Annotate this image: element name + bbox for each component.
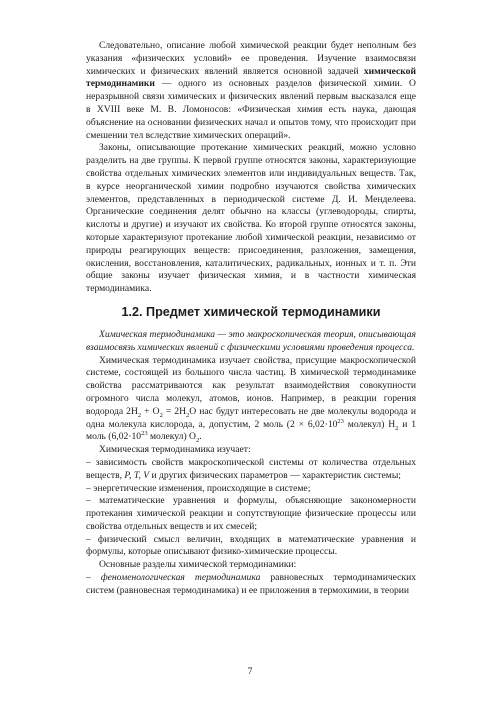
text-run: и других физических параметров — характеристик системы; — [149, 469, 401, 481]
list-item: – физический смысл величин, входящих в математические уравнения и формулы, которые описывают физико-химические процессы. — [86, 533, 416, 558]
text-run: O нас будут интересовать не две молекулы водорода и одна молекула кислорода, а, допустим, 2 моль (2 × 6,02·10 — [86, 405, 416, 430]
section-heading: 1.2. Предмет химической термодинамики — [121, 304, 381, 319]
subscript: 2 — [137, 411, 142, 419]
list-item — [86, 457, 416, 483]
italic-term: феноменологическая термодинамика — [100, 572, 261, 584]
text-run: . — [199, 431, 202, 443]
text-run: + O — [141, 405, 160, 417]
text-run: = 2H — [162, 405, 187, 417]
bold-term: химической термодинамики — [86, 65, 416, 90]
definition-paragraph: Химическая термодинамика — это макроскопическая теория, описывающая взаимосвязь химических явлений с физическими условиями проведения процесса. — [86, 328, 416, 353]
page-body — [86, 40, 416, 598]
text-run: — одного из основных разделов физической химии. О неразрывной связи химических и физических явлений первым высказался еще в XVIII веке М. В. Ломоносов: «Физическая химия есть наука, дающая объяснение на основании физических начал и опытов тому, что происходит при смешении тел вследствие химических операций». — [86, 78, 416, 141]
paragraph-sections: Основные разделы химической термодинамики: — [99, 559, 297, 571]
page-number: 7 — [247, 666, 253, 677]
text-run: молекул) H — [343, 418, 396, 430]
list-item: – математические уравнения и формулы, объясняющие закономерности протекания химической реакции и сопутствующие физические процессы или свойства отдельных веществ и их смесей; — [86, 495, 416, 532]
text-run: – зависимость свойств макроскопической системы от количества отдельных веществ, — [86, 456, 416, 481]
paragraph-intro — [86, 40, 416, 142]
paragraph-thermo — [86, 355, 416, 445]
text-run: и 1 моль (6,02·10 — [86, 418, 416, 443]
paragraph-studies: Химическая термодинамика изучает: — [99, 444, 251, 456]
text-run: Следовательно, описание любой химической реакции будет неполным без указания «физических условий» ее проведения. Изучение взаимосвязи химических и физических явлений является основной задачей — [86, 40, 416, 77]
subscript: 2 — [186, 411, 190, 419]
text-run: – — [86, 572, 101, 584]
text-run: Химическая термодинамика изучает свойства, присущие макроскопической системе, состоящей из большого числа частиц. В химической термодинамике свойства рассматриваются как результат взаимодействия совокупности огромного числа молекул, атомов, ионов. Например, в реакции горения водорода 2H — [86, 354, 416, 417]
list-item — [86, 572, 416, 598]
superscript: 23 — [141, 430, 148, 438]
text-run: равновесных термодинамических систем (равновесная термодинамика) и ее приложения в термохимии, в теории — [86, 572, 416, 596]
superscript: 23 — [337, 417, 344, 425]
text-run: молекул) O — [147, 431, 196, 443]
paragraph-laws: Законы, описывающие протекание химических реакций, можно условно разделить на две группы. К первой группе относятся законы, характеризующие свойства отдельных химических элементов или индивидуальных веществ. Так, в курсе неорганической химии подробно изучаются свойства химических элементов, представленных в периодической системе Д. И. Менделеева. Органические соединения делят обычно на классы (углеводороды, спирты, кислоты и другие) и изучают их свойства. Ко второй группе относятся законы, которые характеризуют протекание любой химической реакции, независимо от природы реагирующих веществ: присоединения, разложения, замещения, окисления, восстановления, каталитических, радикальных, ионных и т. п. Эти общие законы изучает физическая химия, и в частности химическая термодинамика. — [86, 142, 416, 295]
subscript: 2 — [195, 437, 200, 445]
subscript: 2 — [395, 424, 399, 432]
italic-variables: P, T, V — [124, 469, 150, 481]
subscript: 2 — [159, 411, 163, 419]
list-item: – энергетические изменения, происходящие в системе; — [86, 482, 311, 494]
